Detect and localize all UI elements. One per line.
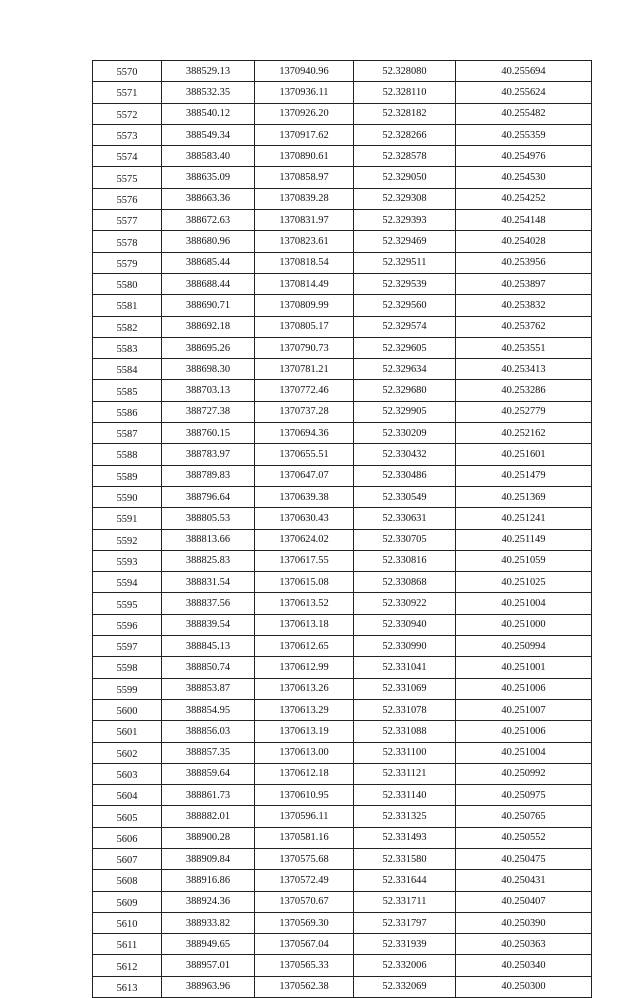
x-coordinate-cell: 388698.30	[162, 359, 255, 380]
x-coordinate-cell: 388672.63	[162, 210, 255, 231]
table-row	[93, 742, 592, 763]
table-row	[93, 295, 592, 316]
y-coordinate-cell: 1370581.16	[255, 827, 354, 848]
latitude-cell: 52.331325	[354, 806, 456, 827]
table-row	[93, 657, 592, 678]
longitude-cell: 40.251059	[456, 550, 592, 571]
point-number-cell: 5581	[93, 295, 162, 316]
x-coordinate-cell: 388949.65	[162, 934, 255, 955]
y-coordinate-cell: 1370565.33	[255, 955, 354, 976]
latitude-cell: 52.331493	[354, 827, 456, 848]
point-number-cell: 5597	[93, 636, 162, 657]
x-coordinate-cell: 388963.96	[162, 976, 255, 997]
point-number-cell: 5588	[93, 444, 162, 465]
point-number-cell: 5596	[93, 614, 162, 635]
point-number-cell: 5599	[93, 678, 162, 699]
y-coordinate-cell: 1370613.00	[255, 742, 354, 763]
longitude-cell: 40.253286	[456, 380, 592, 401]
point-number-cell: 5578	[93, 231, 162, 252]
coordinates-table	[92, 60, 592, 998]
y-coordinate-cell: 1370639.38	[255, 486, 354, 507]
latitude-cell: 52.328182	[354, 103, 456, 124]
x-coordinate-cell: 388861.73	[162, 785, 255, 806]
point-number-cell: 5589	[93, 465, 162, 486]
point-number-cell: 5609	[93, 891, 162, 912]
x-coordinate-cell: 388692.18	[162, 316, 255, 337]
x-coordinate-cell: 388900.28	[162, 827, 255, 848]
x-coordinate-cell: 388813.66	[162, 529, 255, 550]
x-coordinate-cell: 388933.82	[162, 912, 255, 933]
table-row	[93, 848, 592, 869]
table-row	[93, 146, 592, 167]
latitude-cell: 52.331041	[354, 657, 456, 678]
longitude-cell: 40.250300	[456, 976, 592, 997]
point-number-cell: 5590	[93, 486, 162, 507]
point-number-cell: 5592	[93, 529, 162, 550]
y-coordinate-cell: 1370613.29	[255, 699, 354, 720]
table-row	[93, 529, 592, 550]
y-coordinate-cell: 1370940.96	[255, 61, 354, 82]
point-number-cell: 5579	[93, 252, 162, 273]
table-row	[93, 316, 592, 337]
x-coordinate-cell: 388690.71	[162, 295, 255, 316]
longitude-cell: 40.250552	[456, 827, 592, 848]
x-coordinate-cell: 388857.35	[162, 742, 255, 763]
x-coordinate-cell: 388859.64	[162, 763, 255, 784]
y-coordinate-cell: 1370613.52	[255, 593, 354, 614]
longitude-cell: 40.250390	[456, 912, 592, 933]
x-coordinate-cell: 388853.87	[162, 678, 255, 699]
latitude-cell: 52.329560	[354, 295, 456, 316]
longitude-cell: 40.251241	[456, 508, 592, 529]
y-coordinate-cell: 1370572.49	[255, 870, 354, 891]
x-coordinate-cell: 388760.15	[162, 423, 255, 444]
point-number-cell: 5595	[93, 593, 162, 614]
longitude-cell: 40.254148	[456, 210, 592, 231]
x-coordinate-cell: 388783.97	[162, 444, 255, 465]
latitude-cell: 52.329574	[354, 316, 456, 337]
longitude-cell: 40.250994	[456, 636, 592, 657]
y-coordinate-cell: 1370612.99	[255, 657, 354, 678]
table-row	[93, 976, 592, 997]
table-row	[93, 508, 592, 529]
point-number-cell: 5576	[93, 188, 162, 209]
longitude-cell: 40.251004	[456, 742, 592, 763]
latitude-cell: 52.330922	[354, 593, 456, 614]
table-row	[93, 912, 592, 933]
y-coordinate-cell: 1370610.95	[255, 785, 354, 806]
longitude-cell: 40.254976	[456, 146, 592, 167]
table-row	[93, 870, 592, 891]
latitude-cell: 52.331078	[354, 699, 456, 720]
y-coordinate-cell: 1370809.99	[255, 295, 354, 316]
longitude-cell: 40.253956	[456, 252, 592, 273]
x-coordinate-cell: 388635.09	[162, 167, 255, 188]
table-row	[93, 380, 592, 401]
latitude-cell: 52.330631	[354, 508, 456, 529]
x-coordinate-cell: 388695.26	[162, 337, 255, 358]
point-number-cell: 5598	[93, 657, 162, 678]
longitude-cell: 40.251369	[456, 486, 592, 507]
longitude-cell: 40.251004	[456, 593, 592, 614]
table-body	[93, 61, 592, 998]
x-coordinate-cell: 388688.44	[162, 273, 255, 294]
point-number-cell: 5571	[93, 82, 162, 103]
point-number-cell: 5594	[93, 572, 162, 593]
y-coordinate-cell: 1370613.26	[255, 678, 354, 699]
latitude-cell: 52.329539	[354, 273, 456, 294]
x-coordinate-cell: 388957.01	[162, 955, 255, 976]
table-row	[93, 785, 592, 806]
table-row	[93, 572, 592, 593]
latitude-cell: 52.330990	[354, 636, 456, 657]
x-coordinate-cell: 388727.38	[162, 401, 255, 422]
longitude-cell: 40.254252	[456, 188, 592, 209]
point-number-cell: 5575	[93, 167, 162, 188]
latitude-cell: 52.331797	[354, 912, 456, 933]
point-number-cell: 5602	[93, 742, 162, 763]
point-number-cell: 5585	[93, 380, 162, 401]
y-coordinate-cell: 1370655.51	[255, 444, 354, 465]
point-number-cell: 5605	[93, 806, 162, 827]
x-coordinate-cell: 388680.96	[162, 231, 255, 252]
table-row	[93, 486, 592, 507]
point-number-cell: 5584	[93, 359, 162, 380]
latitude-cell: 52.331580	[354, 848, 456, 869]
y-coordinate-cell: 1370694.36	[255, 423, 354, 444]
latitude-cell: 52.329680	[354, 380, 456, 401]
latitude-cell: 52.331069	[354, 678, 456, 699]
y-coordinate-cell: 1370613.19	[255, 721, 354, 742]
y-coordinate-cell: 1370936.11	[255, 82, 354, 103]
table-row	[93, 167, 592, 188]
longitude-cell: 40.253897	[456, 273, 592, 294]
y-coordinate-cell: 1370570.67	[255, 891, 354, 912]
latitude-cell: 52.329634	[354, 359, 456, 380]
longitude-cell: 40.251601	[456, 444, 592, 465]
y-coordinate-cell: 1370562.38	[255, 976, 354, 997]
longitude-cell: 40.254028	[456, 231, 592, 252]
x-coordinate-cell: 388882.01	[162, 806, 255, 827]
table-row	[93, 103, 592, 124]
latitude-cell: 52.329605	[354, 337, 456, 358]
table-row	[93, 210, 592, 231]
y-coordinate-cell: 1370823.61	[255, 231, 354, 252]
latitude-cell: 52.330816	[354, 550, 456, 571]
x-coordinate-cell: 388837.56	[162, 593, 255, 614]
x-coordinate-cell: 388916.86	[162, 870, 255, 891]
y-coordinate-cell: 1370613.18	[255, 614, 354, 635]
x-coordinate-cell: 388909.84	[162, 848, 255, 869]
table-row	[93, 806, 592, 827]
table-row	[93, 82, 592, 103]
longitude-cell: 40.251479	[456, 465, 592, 486]
x-coordinate-cell: 388532.35	[162, 82, 255, 103]
longitude-cell: 40.250431	[456, 870, 592, 891]
longitude-cell: 40.255624	[456, 82, 592, 103]
point-number-cell: 5587	[93, 423, 162, 444]
y-coordinate-cell: 1370612.18	[255, 763, 354, 784]
longitude-cell: 40.250992	[456, 763, 592, 784]
point-number-cell: 5611	[93, 934, 162, 955]
latitude-cell: 52.330432	[354, 444, 456, 465]
longitude-cell: 40.253413	[456, 359, 592, 380]
latitude-cell: 52.330940	[354, 614, 456, 635]
longitude-cell: 40.253832	[456, 295, 592, 316]
longitude-cell: 40.252162	[456, 423, 592, 444]
table-row	[93, 61, 592, 82]
longitude-cell: 40.252779	[456, 401, 592, 422]
latitude-cell: 52.328110	[354, 82, 456, 103]
longitude-cell: 40.255694	[456, 61, 592, 82]
longitude-cell: 40.250363	[456, 934, 592, 955]
point-number-cell: 5604	[93, 785, 162, 806]
y-coordinate-cell: 1370612.65	[255, 636, 354, 657]
table-row	[93, 188, 592, 209]
y-coordinate-cell: 1370818.54	[255, 252, 354, 273]
table-row	[93, 124, 592, 145]
longitude-cell: 40.253551	[456, 337, 592, 358]
longitude-cell: 40.250765	[456, 806, 592, 827]
point-number-cell: 5600	[93, 699, 162, 720]
point-number-cell: 5608	[93, 870, 162, 891]
x-coordinate-cell: 388549.34	[162, 124, 255, 145]
y-coordinate-cell: 1370647.07	[255, 465, 354, 486]
table-row	[93, 636, 592, 657]
latitude-cell: 52.329393	[354, 210, 456, 231]
longitude-cell: 40.250475	[456, 848, 592, 869]
y-coordinate-cell: 1370617.55	[255, 550, 354, 571]
latitude-cell: 52.329511	[354, 252, 456, 273]
table-row	[93, 955, 592, 976]
point-number-cell: 5577	[93, 210, 162, 231]
table-row	[93, 444, 592, 465]
longitude-cell: 40.250407	[456, 891, 592, 912]
latitude-cell: 52.331088	[354, 721, 456, 742]
latitude-cell: 52.331711	[354, 891, 456, 912]
y-coordinate-cell: 1370575.68	[255, 848, 354, 869]
point-number-cell: 5606	[93, 827, 162, 848]
x-coordinate-cell: 388839.54	[162, 614, 255, 635]
table-row	[93, 721, 592, 742]
longitude-cell: 40.255482	[456, 103, 592, 124]
point-number-cell: 5613	[93, 976, 162, 997]
latitude-cell: 52.328080	[354, 61, 456, 82]
table-row	[93, 550, 592, 571]
x-coordinate-cell: 388789.83	[162, 465, 255, 486]
table-row	[93, 614, 592, 635]
table-row	[93, 678, 592, 699]
x-coordinate-cell: 388854.95	[162, 699, 255, 720]
x-coordinate-cell: 388685.44	[162, 252, 255, 273]
table-row	[93, 465, 592, 486]
latitude-cell: 52.328266	[354, 124, 456, 145]
table-row	[93, 423, 592, 444]
point-number-cell: 5574	[93, 146, 162, 167]
point-number-cell: 5591	[93, 508, 162, 529]
table-row	[93, 934, 592, 955]
x-coordinate-cell: 388850.74	[162, 657, 255, 678]
x-coordinate-cell: 388805.53	[162, 508, 255, 529]
x-coordinate-cell: 388845.13	[162, 636, 255, 657]
point-number-cell: 5607	[93, 848, 162, 869]
longitude-cell: 40.253762	[456, 316, 592, 337]
y-coordinate-cell: 1370772.46	[255, 380, 354, 401]
y-coordinate-cell: 1370596.11	[255, 806, 354, 827]
x-coordinate-cell: 388703.13	[162, 380, 255, 401]
latitude-cell: 52.330868	[354, 572, 456, 593]
longitude-cell: 40.250975	[456, 785, 592, 806]
latitude-cell: 52.330705	[354, 529, 456, 550]
x-coordinate-cell: 388924.36	[162, 891, 255, 912]
y-coordinate-cell: 1370831.97	[255, 210, 354, 231]
y-coordinate-cell: 1370737.28	[255, 401, 354, 422]
y-coordinate-cell: 1370790.73	[255, 337, 354, 358]
latitude-cell: 52.331939	[354, 934, 456, 955]
table-row	[93, 359, 592, 380]
latitude-cell: 52.331644	[354, 870, 456, 891]
y-coordinate-cell: 1370814.49	[255, 273, 354, 294]
longitude-cell: 40.251007	[456, 699, 592, 720]
table-row	[93, 337, 592, 358]
table-row	[93, 827, 592, 848]
longitude-cell: 40.251025	[456, 572, 592, 593]
y-coordinate-cell: 1370624.02	[255, 529, 354, 550]
latitude-cell: 52.332069	[354, 976, 456, 997]
longitude-cell: 40.255359	[456, 124, 592, 145]
y-coordinate-cell: 1370615.08	[255, 572, 354, 593]
table-row	[93, 763, 592, 784]
table-row	[93, 593, 592, 614]
latitude-cell: 52.328578	[354, 146, 456, 167]
latitude-cell: 52.331140	[354, 785, 456, 806]
point-number-cell: 5573	[93, 124, 162, 145]
x-coordinate-cell: 388529.13	[162, 61, 255, 82]
point-number-cell: 5586	[93, 401, 162, 422]
y-coordinate-cell: 1370839.28	[255, 188, 354, 209]
y-coordinate-cell: 1370781.21	[255, 359, 354, 380]
point-number-cell: 5570	[93, 61, 162, 82]
y-coordinate-cell: 1370805.17	[255, 316, 354, 337]
y-coordinate-cell: 1370858.97	[255, 167, 354, 188]
y-coordinate-cell: 1370569.30	[255, 912, 354, 933]
point-number-cell: 5601	[93, 721, 162, 742]
point-number-cell: 5593	[93, 550, 162, 571]
point-number-cell: 5610	[93, 912, 162, 933]
latitude-cell: 52.329050	[354, 167, 456, 188]
point-number-cell: 5603	[93, 763, 162, 784]
longitude-cell: 40.251001	[456, 657, 592, 678]
latitude-cell: 52.332006	[354, 955, 456, 976]
longitude-cell: 40.251000	[456, 614, 592, 635]
x-coordinate-cell: 388583.40	[162, 146, 255, 167]
table-row	[93, 401, 592, 422]
x-coordinate-cell: 388796.64	[162, 486, 255, 507]
point-number-cell: 5582	[93, 316, 162, 337]
y-coordinate-cell: 1370630.43	[255, 508, 354, 529]
latitude-cell: 52.330209	[354, 423, 456, 444]
table-row	[93, 273, 592, 294]
x-coordinate-cell: 388831.54	[162, 572, 255, 593]
point-number-cell: 5580	[93, 273, 162, 294]
longitude-cell: 40.250340	[456, 955, 592, 976]
y-coordinate-cell: 1370890.61	[255, 146, 354, 167]
table-row	[93, 252, 592, 273]
y-coordinate-cell: 1370917.62	[255, 124, 354, 145]
x-coordinate-cell: 388663.36	[162, 188, 255, 209]
y-coordinate-cell: 1370926.20	[255, 103, 354, 124]
latitude-cell: 52.330549	[354, 486, 456, 507]
latitude-cell: 52.331121	[354, 763, 456, 784]
y-coordinate-cell: 1370567.04	[255, 934, 354, 955]
longitude-cell: 40.254530	[456, 167, 592, 188]
point-number-cell: 5583	[93, 337, 162, 358]
table-row	[93, 891, 592, 912]
latitude-cell: 52.329308	[354, 188, 456, 209]
latitude-cell: 52.330486	[354, 465, 456, 486]
latitude-cell: 52.329905	[354, 401, 456, 422]
longitude-cell: 40.251149	[456, 529, 592, 550]
table-row	[93, 231, 592, 252]
longitude-cell: 40.251006	[456, 721, 592, 742]
latitude-cell: 52.331100	[354, 742, 456, 763]
x-coordinate-cell: 388856.03	[162, 721, 255, 742]
x-coordinate-cell: 388825.83	[162, 550, 255, 571]
point-number-cell: 5572	[93, 103, 162, 124]
table-row	[93, 699, 592, 720]
latitude-cell: 52.329469	[354, 231, 456, 252]
longitude-cell: 40.251006	[456, 678, 592, 699]
x-coordinate-cell: 388540.12	[162, 103, 255, 124]
point-number-cell: 5612	[93, 955, 162, 976]
